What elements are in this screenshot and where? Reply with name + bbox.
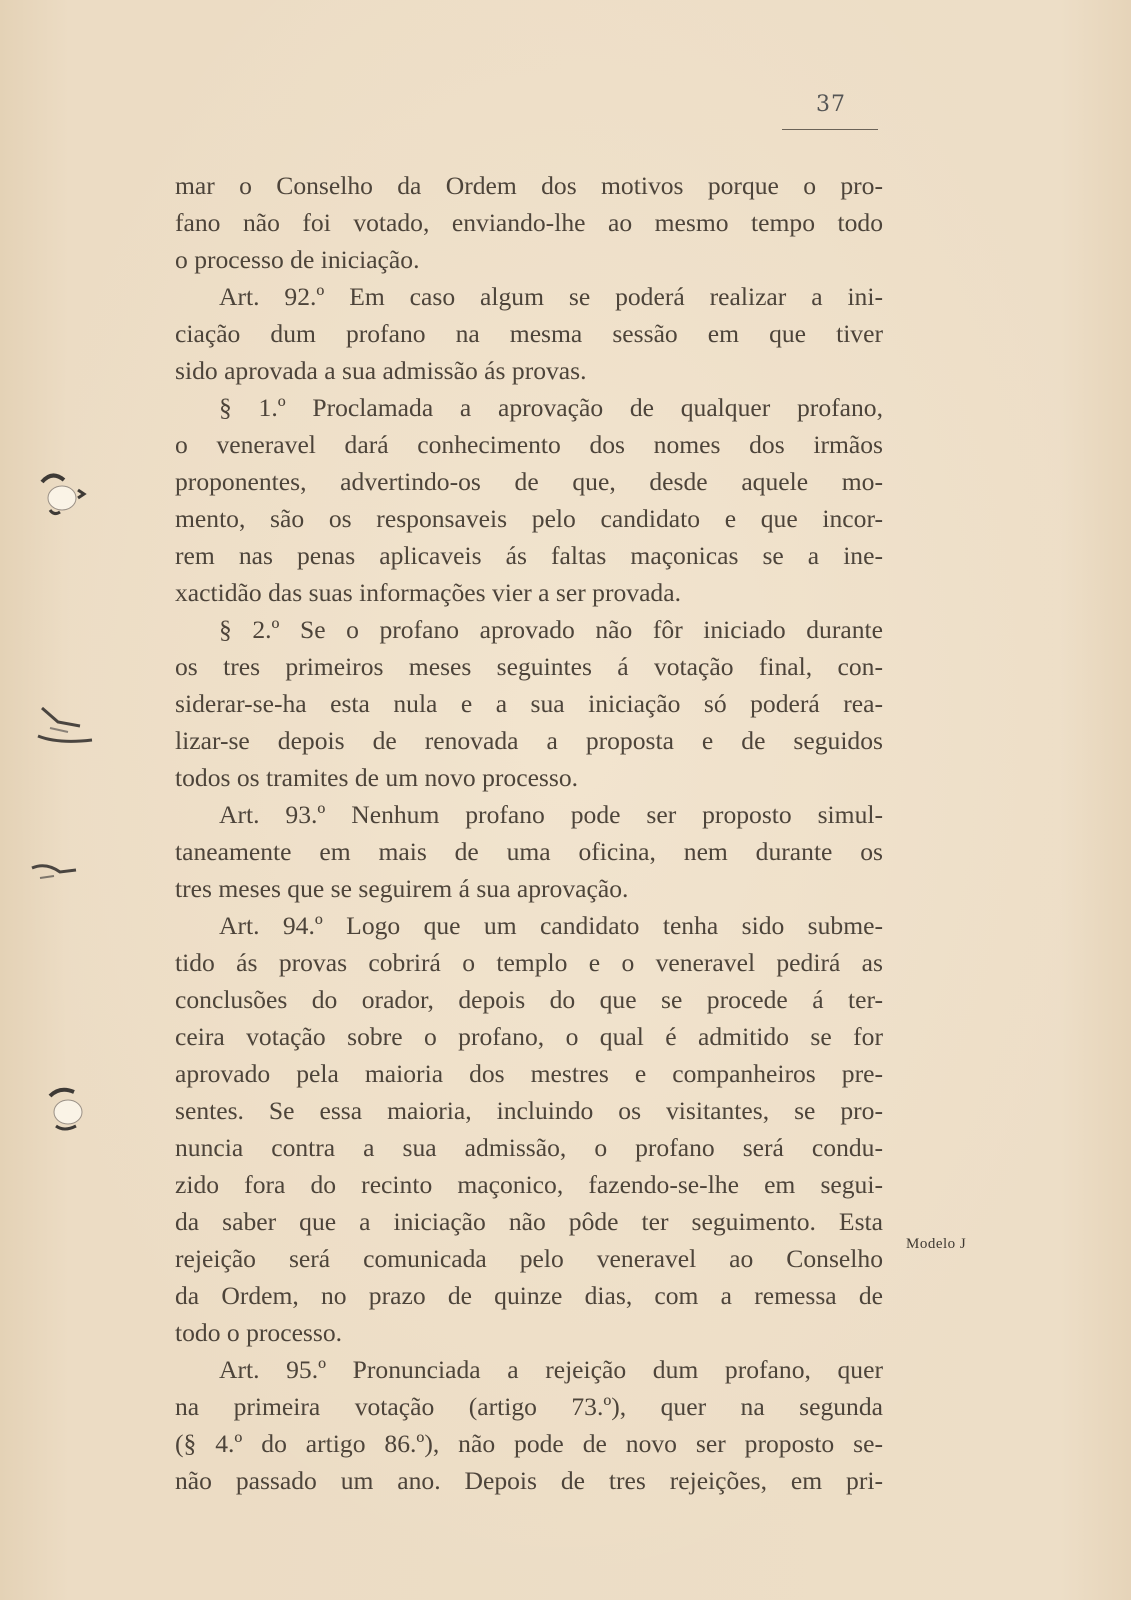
text-line: o processo de iniciação. bbox=[175, 245, 420, 274]
text-line: Art. 93.º Nenhum profano pode ser proposto simul- bbox=[219, 800, 883, 829]
text-line: tres meses que se seguirem á sua aprovação. bbox=[175, 874, 629, 903]
text-line: rem nas penas aplicaveis ás faltas maçonicas se a ine- bbox=[175, 541, 883, 570]
margin-note: Modelo J bbox=[906, 1236, 967, 1252]
text-line: na primeira votação (artigo 73.º), quer na segunda bbox=[175, 1392, 883, 1421]
page-number: 37 bbox=[816, 92, 846, 117]
text-line: rejeição será comunicada pelo veneravel ao Conselho bbox=[175, 1244, 883, 1273]
text-line: ceira votação sobre o profano, o qual é admitido se for bbox=[175, 1022, 883, 1051]
text-line: siderar-se-ha esta nula e a sua iniciação só poderá rea- bbox=[175, 689, 883, 718]
text-line: Art. 95.º Pronunciada a rejeição dum profano, quer bbox=[219, 1355, 883, 1384]
text-line: lizar-se depois de renovada a proposta e de seguidos bbox=[175, 726, 883, 755]
text-line: taneamente em mais de uma oficina, nem durante os bbox=[175, 837, 883, 866]
text-line: § 2.º Se o profano aprovado não fôr iniciado durante bbox=[219, 615, 883, 644]
text-line: xactidão das suas informações vier a ser provada. bbox=[175, 578, 681, 607]
text-line: da saber que a iniciação não pôde ter seguimento. Esta bbox=[175, 1207, 883, 1236]
text-line: § 1.º Proclamada a aprovação de qualquer profano, bbox=[219, 393, 883, 422]
text-line: sido aprovada a sua admissão ás provas. bbox=[175, 356, 587, 385]
text-line: mar o Conselho da Ordem dos motivos porque o pro- bbox=[175, 171, 883, 200]
text-line: todo o processo. bbox=[175, 1318, 343, 1347]
text-line: não passado um ano. Depois de tres rejeições, em pri- bbox=[175, 1466, 883, 1495]
text-line: tido ás provas cobrirá o templo e o veneravel pedirá as bbox=[175, 948, 883, 977]
binding-mark-mid bbox=[28, 700, 108, 760]
text-line: Art. 94.º Logo que um candidato tenha sido subme- bbox=[219, 911, 883, 940]
text-line: os tres primeiros meses seguintes á votação final, con- bbox=[175, 652, 883, 681]
binding-mark-lower bbox=[26, 858, 86, 888]
text-line: conclusões do orador, depois do que se procede á ter- bbox=[175, 985, 883, 1014]
binding-hole-bottom bbox=[42, 1082, 102, 1138]
text-line: todos os tramites de um novo processo. bbox=[175, 763, 579, 792]
text-line: aprovado pela maioria dos mestres e companheiros pre- bbox=[175, 1059, 883, 1088]
text-line: sentes. Se essa maioria, incluindo os visitantes, se pro- bbox=[175, 1096, 883, 1125]
body-text bbox=[175, 167, 883, 1499]
header-rule bbox=[782, 129, 878, 130]
text-line: (§ 4.º do artigo 86.º), não pode de novo ser proposto se- bbox=[175, 1429, 883, 1458]
text-line: nuncia contra a sua admissão, o profano será condu- bbox=[175, 1133, 883, 1162]
text-line: o veneravel dará conhecimento dos nomes dos irmãos bbox=[175, 430, 883, 459]
text-line: proponentes, advertindo-os de que, desde aquele mo- bbox=[175, 467, 883, 496]
text-line: zido fora do recinto maçonico, fazendo-se-lhe em segui- bbox=[175, 1170, 883, 1199]
text-line: mento, são os responsaveis pelo candidato e que incor- bbox=[175, 504, 883, 533]
binding-hole-top bbox=[30, 468, 100, 524]
text-line: ciação dum profano na mesma sessão em que tiver bbox=[175, 319, 883, 348]
text-line: fano não foi votado, enviando-lhe ao mesmo tempo todo bbox=[175, 208, 883, 237]
text-line: da Ordem, no prazo de quinze dias, com a remessa de bbox=[175, 1281, 883, 1310]
text-line: Art. 92.º Em caso algum se poderá realizar a ini- bbox=[219, 282, 883, 311]
